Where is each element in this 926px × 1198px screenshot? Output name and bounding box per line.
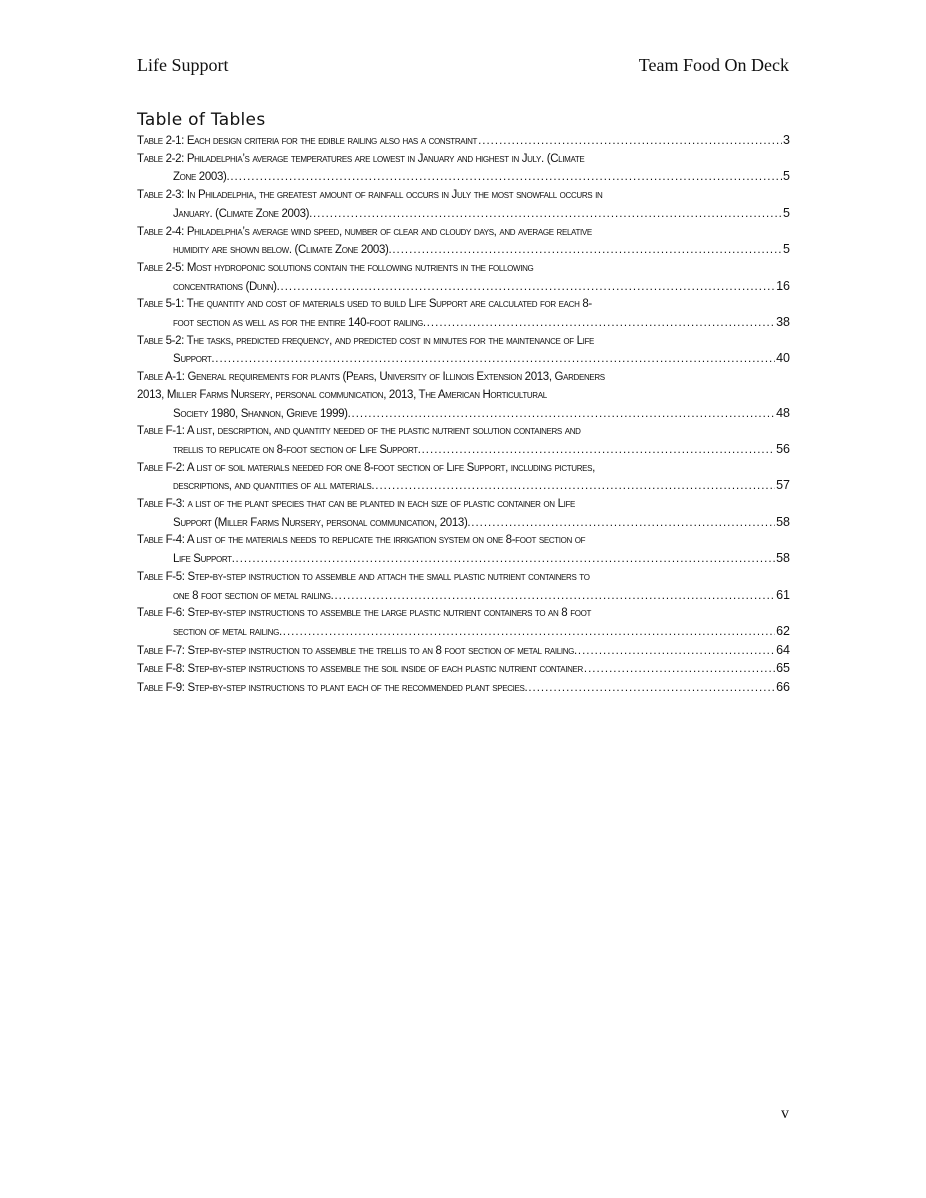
toc-entry-text-line: descriptions, and quantities of all materials. xyxy=(173,480,375,493)
toc-entry-text-line: concentrations (Dunn). xyxy=(173,280,280,293)
dot-leader xyxy=(427,315,775,333)
toc-entry-page-number: 64 xyxy=(776,642,790,657)
dot-leader xyxy=(422,442,775,460)
toc-entry-page-number: 38 xyxy=(776,315,790,330)
toc-entry-leader-line xyxy=(173,405,790,424)
dot-leader xyxy=(334,588,775,606)
toc-entry[interactable] xyxy=(137,132,790,151)
toc-entry-text-line: section of metal railing. xyxy=(173,625,282,638)
toc-entry[interactable] xyxy=(137,296,790,332)
toc-entry-page-number: 3 xyxy=(783,133,790,147)
toc-entry-page-number: 58 xyxy=(776,551,790,566)
toc-entry-leader-line xyxy=(173,168,790,187)
running-header-title: Life Support xyxy=(137,55,229,75)
dot-leader xyxy=(578,643,775,661)
toc-entry-leader-line xyxy=(173,278,790,297)
toc-entry[interactable] xyxy=(137,260,790,296)
toc-entry-text-line: Table A-1: General requirements for plants (Pears, University of Illinois Extension 2013, Gardeners xyxy=(137,371,605,384)
dot-leader xyxy=(471,515,775,533)
dot-leader xyxy=(230,169,782,187)
dot-leader xyxy=(313,206,782,224)
toc-entry-text-line: Table 2-1: Each design criteria for the edible railing also has a constraint xyxy=(137,135,478,147)
toc-entry-text-line: January. (Climate Zone 2003). xyxy=(173,207,312,220)
toc-entry-text-line: Table F-2: A list of soil materials needed for one 8-foot section of Life Support, including pictures, xyxy=(137,461,595,474)
toc-entry[interactable] xyxy=(137,460,790,496)
toc-entry-page-number: 56 xyxy=(776,441,790,456)
toc-entry-text-line: Table 5-2: The tasks, predicted frequency, and predicted cost in minutes for the maintenance of Life xyxy=(137,334,595,347)
toc-entry-leader-line xyxy=(137,642,790,661)
toc-entry-text-line: humidity are shown below. (Climate Zone 2003). xyxy=(173,244,392,257)
toc-entry-text-line: Life Support. xyxy=(173,553,235,566)
toc-entry-text-line: Society 1980, Shannon, Grieve 1999). xyxy=(173,407,351,420)
toc-entry-text-line: Zone 2003). xyxy=(173,171,230,184)
dot-leader xyxy=(352,406,776,424)
toc-entry-text-line: Table F-3: a list of the plant species that can be planted in each size of plastic container on Life xyxy=(137,498,576,511)
toc-entry[interactable] xyxy=(137,187,790,223)
toc-entry-text-line: Table F-7: Step-by-step instruction to assemble the trellis to an 8 foot section of metal railing. xyxy=(137,644,577,657)
toc-entry[interactable] xyxy=(137,333,790,369)
table-of-tables-list xyxy=(137,132,790,698)
table-of-tables-heading: Table of Tables xyxy=(137,110,266,130)
toc-entry[interactable] xyxy=(137,532,790,568)
toc-entry-text-line: Support (Miller Farms Nursery, personal communication, 2013). xyxy=(173,516,471,529)
toc-entry-page-number: 58 xyxy=(776,514,790,529)
toc-entry-text-line: Table 2-5: Most hydroponic solutions contain the following nutrients in the following xyxy=(137,261,534,274)
toc-entry-text-line: Table 2-2: Philadelphia’s average temperatures are lowest in January and highest in July. (Climate xyxy=(137,152,585,165)
toc-entry-text-line: trellis to replicate on 8-foot section of Life Support. xyxy=(173,443,421,456)
toc-entry-page-number: 5 xyxy=(783,169,790,184)
toc-entry[interactable] xyxy=(137,369,790,423)
toc-entry-page-number: 5 xyxy=(783,205,790,220)
toc-entry[interactable] xyxy=(137,642,790,661)
toc-entry-leader-line xyxy=(137,660,790,679)
dot-leader xyxy=(584,661,775,679)
toc-entry-text-line: foot section as well as for the entire 140-foot railing. xyxy=(173,317,426,330)
toc-entry-page-number: 61 xyxy=(776,587,790,602)
toc-entry-text-line: Table F-6: Step-by-step instructions to assemble the large plastic nutrient containers to an 8 foot xyxy=(137,607,592,620)
dot-leader xyxy=(375,478,775,496)
toc-entry-leader-line xyxy=(173,587,790,606)
toc-entry-page-number: 62 xyxy=(776,623,790,638)
toc-entry-leader-line xyxy=(173,514,790,533)
toc-entry[interactable] xyxy=(137,679,790,698)
toc-entry[interactable] xyxy=(137,423,790,459)
toc-entry[interactable] xyxy=(137,496,790,532)
toc-entry-text-line: Table F-4: A list of the materials needs to replicate the irrigation system on one 8-foot section of xyxy=(137,534,586,547)
toc-entry[interactable] xyxy=(137,151,790,187)
toc-entry-leader-line xyxy=(173,241,790,260)
toc-entry-leader-line xyxy=(173,441,790,460)
dot-leader xyxy=(392,242,782,260)
toc-entry-text-line: 2013, Miller Farms Nursery, personal communication, 2013, The American Horticultural xyxy=(137,388,547,401)
toc-entry-leader-line xyxy=(173,314,790,333)
toc-entry-page-number: 16 xyxy=(776,278,790,293)
toc-entry-page-number: 65 xyxy=(776,661,790,676)
toc-entry-text-line: one 8 foot section of metal railing. xyxy=(173,589,334,602)
toc-entry-leader-line xyxy=(173,550,790,569)
running-header-team: Team Food On Deck xyxy=(638,55,789,75)
toc-entry-page-number: 48 xyxy=(776,405,790,420)
toc-entry-leader-line xyxy=(173,350,790,369)
toc-entry-text-line: Table F-8: Step-by-step instructions to assemble the soil inside of each plastic nutrient container xyxy=(137,663,583,676)
toc-entry-text-line: Support. xyxy=(173,353,215,366)
toc-entry-page-number: 66 xyxy=(776,680,790,695)
toc-entry[interactable] xyxy=(137,660,790,679)
toc-entry-leader-line xyxy=(137,679,790,698)
toc-entry-text-line: Table F-9: Step-by-step instructions to plant each of the recommended plant species. xyxy=(137,682,528,695)
toc-entry-text-line: Table 2-4: Philadelphia’s average wind speed, number of clear and cloudy days, and average relative xyxy=(137,225,592,238)
toc-entry[interactable] xyxy=(137,224,790,260)
toc-entry-text-line: Table 5-1: The quantity and cost of materials used to build Life Support are calculated for each 8- xyxy=(137,298,592,311)
toc-entry-page-number: 5 xyxy=(783,242,790,257)
toc-entry-leader-line xyxy=(173,477,790,496)
toc-entry[interactable] xyxy=(137,569,790,605)
toc-entry-leader-line xyxy=(173,623,790,642)
toc-entry-text-line: Table F-1: A list, description, and quantity needed of the plastic nutrient solution containers and xyxy=(137,425,581,438)
dot-leader xyxy=(283,624,775,642)
toc-entry-page-number: 57 xyxy=(776,478,790,493)
dot-leader xyxy=(528,680,775,698)
toc-entry[interactable] xyxy=(137,605,790,641)
toc-entry-text-line: Table F-5: Step-by-step instruction to assemble and attach the small plastic nutrient containers to xyxy=(137,570,590,583)
dot-leader xyxy=(236,551,776,569)
toc-entry-leader-line xyxy=(137,132,790,151)
dot-leader xyxy=(215,351,775,369)
toc-entry-leader-line xyxy=(173,205,790,224)
dot-leader xyxy=(478,133,782,151)
toc-entry-page-number: 40 xyxy=(776,351,790,366)
toc-entry-text-line: Table 2-3: In Philadelphia, the greatest amount of rainfall occurs in July the most snowfall occurs in xyxy=(137,189,603,202)
page-number: v xyxy=(781,1105,789,1122)
dot-leader xyxy=(281,279,776,297)
